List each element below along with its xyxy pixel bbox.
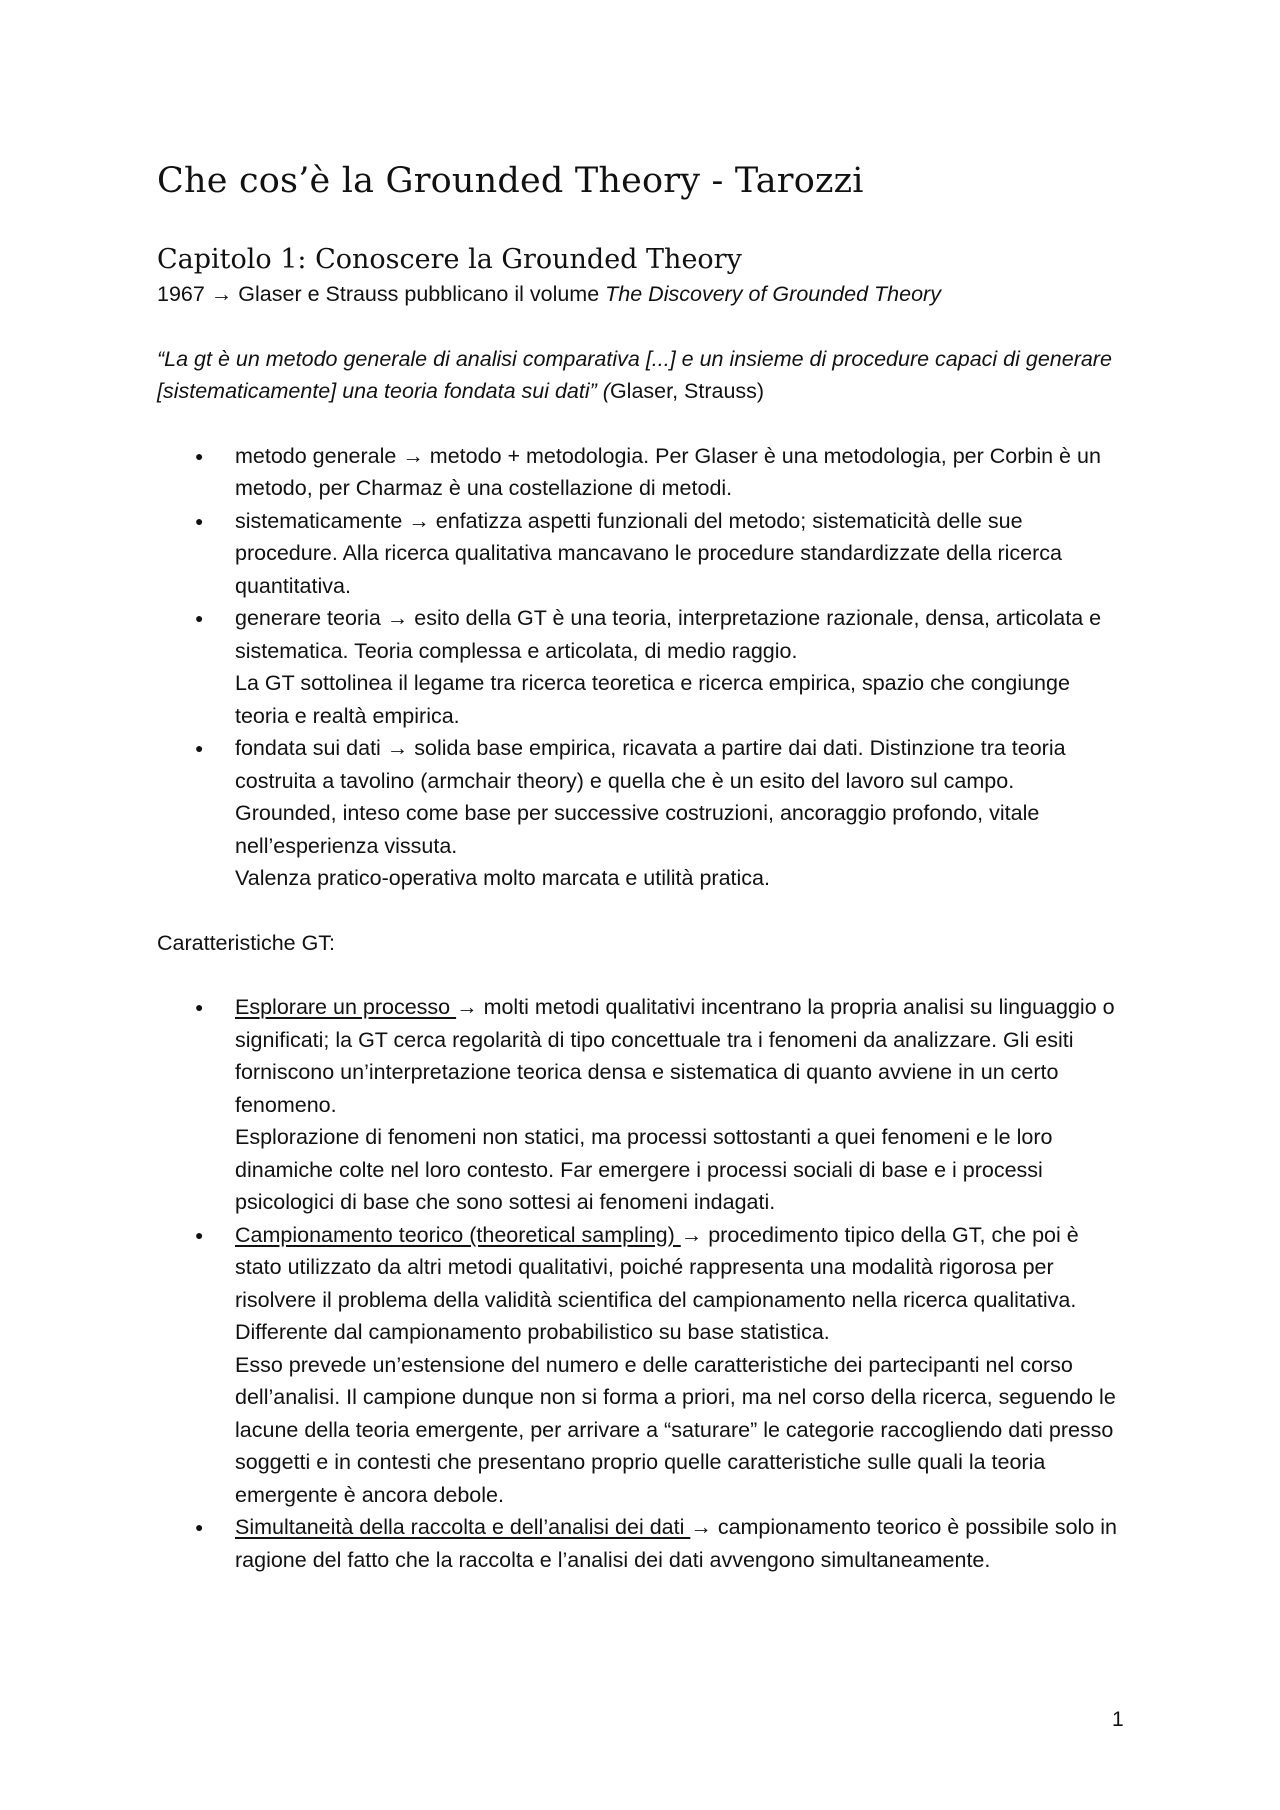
list-item-text: → molti metodi qualitativi incentrano la propria analisi su linguaggio o significati; la GT cerca regolarità di tipo concettuale tra i fenomeni da analizzare. Gli esiti forniscono un’interpretazione teorica densa e sistematica di quanto avviene in un certo fenomeno. [235,995,1115,1117]
list-item-text: → campionamento teorico è possibile solo in ragione del fatto che la raccolta e l’analisi dei dati avvengono simultaneamente. [235,1515,1117,1572]
list-item [157,1511,1117,1576]
characteristics-label: Caratteristiche GT: [157,930,336,955]
list-item-term: Simultaneità della raccolta e dell’analisi dei dati [235,1515,691,1539]
list-item [157,440,1117,505]
list-item-term: Campionamento teorico (theoretical sampling) [235,1222,681,1247]
document-title: Che cos’è la Grounded Theory - Tarozzi [157,161,864,201]
list-item-text: → procedimento tipico della GT, che poi è stato utilizzato da altri metodi qualitativi, poiché rappresenta una modalità rigorosa per risolvere il problema della validità scientifica del campionamento nella ricerca qualitativa. [235,1222,1079,1312]
list-item [157,1219,1117,1512]
list-item-text: ● metodo generale → metodo + metodologia. Per Glaser è una metodologia, per Corbin è un metodo, per Charmaz è una costellazione di metodi. [235,443,1101,500]
list-item-term: Esplorare un processo [235,995,457,1019]
intro-line [157,278,1117,311]
list-item [157,991,1117,1219]
quote-text: “La gt è un metodo generale di analisi comparativa [...] e un insieme di procedure capaci di generare [sistematicamente] una teoria fondata sui dati” ( [157,346,1112,403]
list-item [157,732,1117,895]
list-item-text: Esso prevede un’estensione del numero e delle caratteristiche dei partecipanti nel corso dell’analisi. Il campione dunque non si forma a priori, ma nel corso della ricerca, seguendo le lacune della teoria emergente, per arrivare a “saturare” le categorie raccogliendo dati presso soggetti e in contesti che presentano proprio quelle caratteristiche sulle quali la teoria emergente è ancora debole. [235,1352,1116,1507]
quote-attribution: Glaser, Strauss) [609,379,765,403]
chapter-heading: Capitolo 1: Conoscere la Grounded Theory [157,244,742,275]
list-item-text: Valenza pratico-operativa molto marcata e utilità pratica. [235,866,770,890]
list-item [157,505,1117,603]
book-title: The Discovery of Grounded Theory [605,282,941,306]
definition-quote [157,343,1117,408]
page-number: 1 [1112,1708,1124,1731]
intro-text: 1967 → Glaser e Strauss pubblicano il volume [157,282,606,306]
page-content [157,156,1117,1576]
list-item-text: Esplorazione di fenomeni non statici, ma processi sottostanti a quei fenomeni e le loro dinamiche colte nel loro contesto. Far emergere i processi sociali di base e i processi psicologici di base che sono sottesi ai fenomeni indagati. [235,1125,1053,1214]
list-item-text: ● fondata sui dati → solida base empirica, ricavata a partire dai dati. Distinzione tra teoria costruita a tavolino (armchair theory) e quella che è un esito del lavoro sul campo. Grounded, inteso come base per successive costruzioni, ancoraggio profondo, vitale nell’esperienza vissuta. [235,736,1066,858]
list-item-text: Differente dal campionamento probabilistico su base statistica. [235,1320,830,1344]
list-item-text: ● generare teoria → esito della GT è una teoria, interpretazione razionale, densa, articolata e sistematica. Teoria complessa e articolata, di medio raggio. [235,606,1102,663]
definition-list [157,440,1117,895]
list-item-text: ● sistematicamente → enfatizza aspetti funzionali del metodo; sistematicità delle sue procedure. Alla ricerca qualitativa mancavano le procedure standardizzate della ricerca quantitativa. [235,508,1063,598]
characteristics-list [157,991,1117,1576]
list-item [157,602,1117,732]
list-item-text: La GT sottolinea il legame tra ricerca teoretica e ricerca empirica, spazio che congiunge teoria e realtà empirica. [235,671,1070,728]
